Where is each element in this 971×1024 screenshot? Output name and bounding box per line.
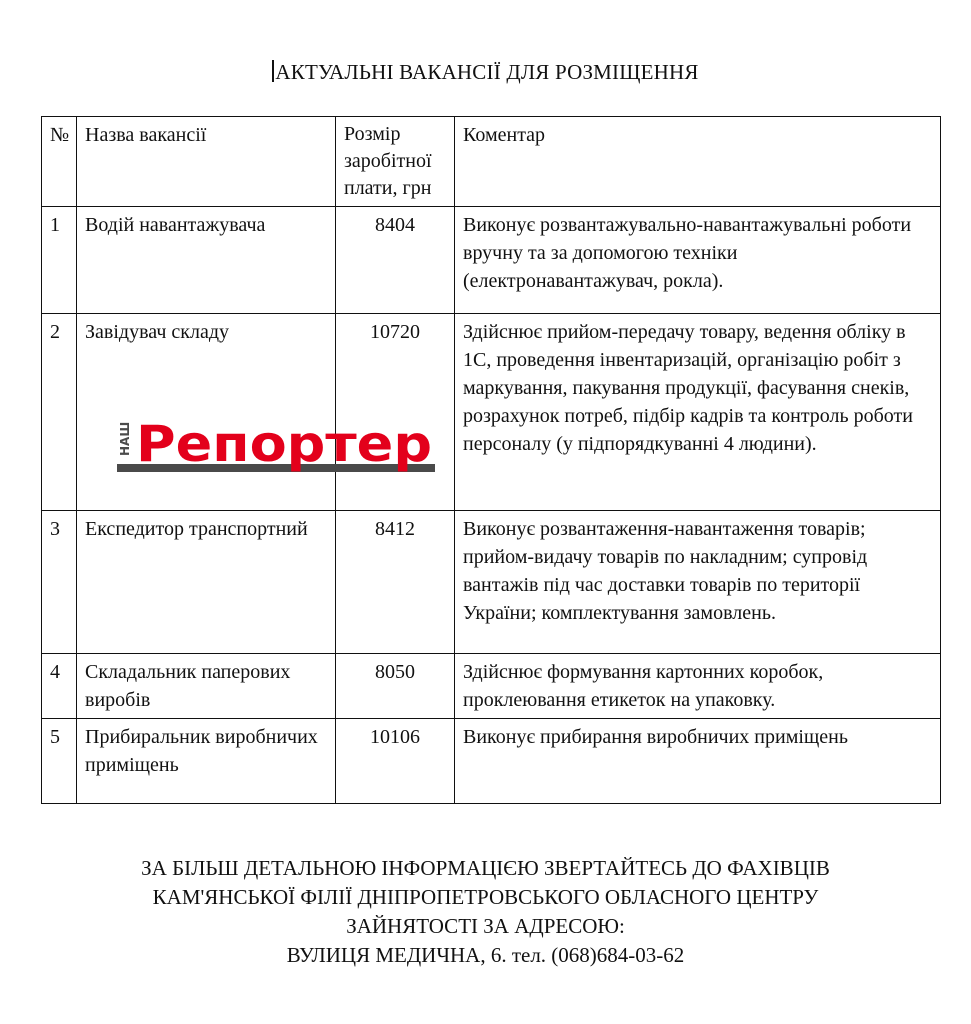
page-title-text: АКТУАЛЬНІ ВАКАНСІЇ ДЛЯ РОЗМІЩЕННЯ — [275, 60, 699, 84]
nash-reporter-logo — [117, 412, 435, 476]
row-name: Прибиральник виробничих приміщень — [77, 719, 336, 804]
row-num: 1 — [42, 207, 77, 314]
row-comment: Здійснює прийом-передачу товару, ведення обліку в 1С, проведення інвентаризацій, організацію робіт з маркування, пакування продукції, фасування снеків, розрахунок потреб, підбір кадрів та контроль роботи персоналу (у підпорядкуванні 4 людини). — [455, 314, 941, 511]
table-row — [42, 207, 941, 314]
footer-line: ЗА БІЛЬШ ДЕТАЛЬНОЮ ІНФОРМАЦІЄЮ ЗВЕРТАЙТЕСЬ ДО ФАХІВЦІВ — [141, 856, 830, 880]
table-header-row — [42, 117, 941, 207]
row-num: 4 — [42, 654, 77, 719]
page-title — [0, 60, 971, 85]
footer-line: ЗАЙНЯТОСТІ ЗА АДРЕСОЮ: — [346, 914, 625, 938]
row-comment: Здійснює формування картонних коробок, проклеювання етикеток на упаковку. — [455, 654, 941, 719]
row-num: 3 — [42, 511, 77, 654]
row-num: 5 — [42, 719, 77, 804]
row-name: Завідувач складу — [85, 321, 230, 343]
row-salary: 8412 — [336, 511, 455, 654]
logo-big-text: Репортер — [136, 415, 432, 473]
row-salary: 10720 — [336, 314, 455, 511]
row-name: Експедитор транспортний — [77, 511, 336, 654]
logo-small-text: НАШ — [118, 421, 132, 456]
row-salary: 8050 — [336, 654, 455, 719]
table-row — [42, 511, 941, 654]
row-num: 2 — [42, 314, 77, 511]
table-row — [42, 719, 941, 804]
contact-footer — [0, 854, 971, 970]
header-salary: Розмір заробітної плати, грн — [336, 117, 455, 207]
row-comment: Виконує розвантажувально-навантажувальні роботи вручну та за допомогою техніки (електронавантажувач, рокла). — [455, 207, 941, 314]
row-comment: Виконує розвантаження-навантаження товарів; прийом-видачу товарів по накладним; супровід вантажів під час доставки товарів по території України; комплектування замовлень. — [455, 511, 941, 654]
row-salary: 10106 — [336, 719, 455, 804]
footer-contact-line: ВУЛИЦЯ МЕДИЧНА, 6. тел. (068)684-03-62 — [286, 943, 685, 967]
header-comment: Коментар — [455, 117, 941, 207]
table-row — [42, 654, 941, 719]
row-name: Водій навантажувача — [77, 207, 336, 314]
header-num: № — [42, 117, 77, 207]
row-salary: 8404 — [336, 207, 455, 314]
footer-line: КАМ'ЯНСЬКОЇ ФІЛІЇ ДНІПРОПЕТРОВСЬКОГО ОБЛАСНОГО ЦЕНТРУ — [152, 885, 819, 909]
row-comment: Виконує прибирання виробничих приміщень — [455, 719, 941, 804]
header-name: Назва вакансії — [77, 117, 336, 207]
row-name: Складальник паперових виробів — [77, 654, 336, 719]
